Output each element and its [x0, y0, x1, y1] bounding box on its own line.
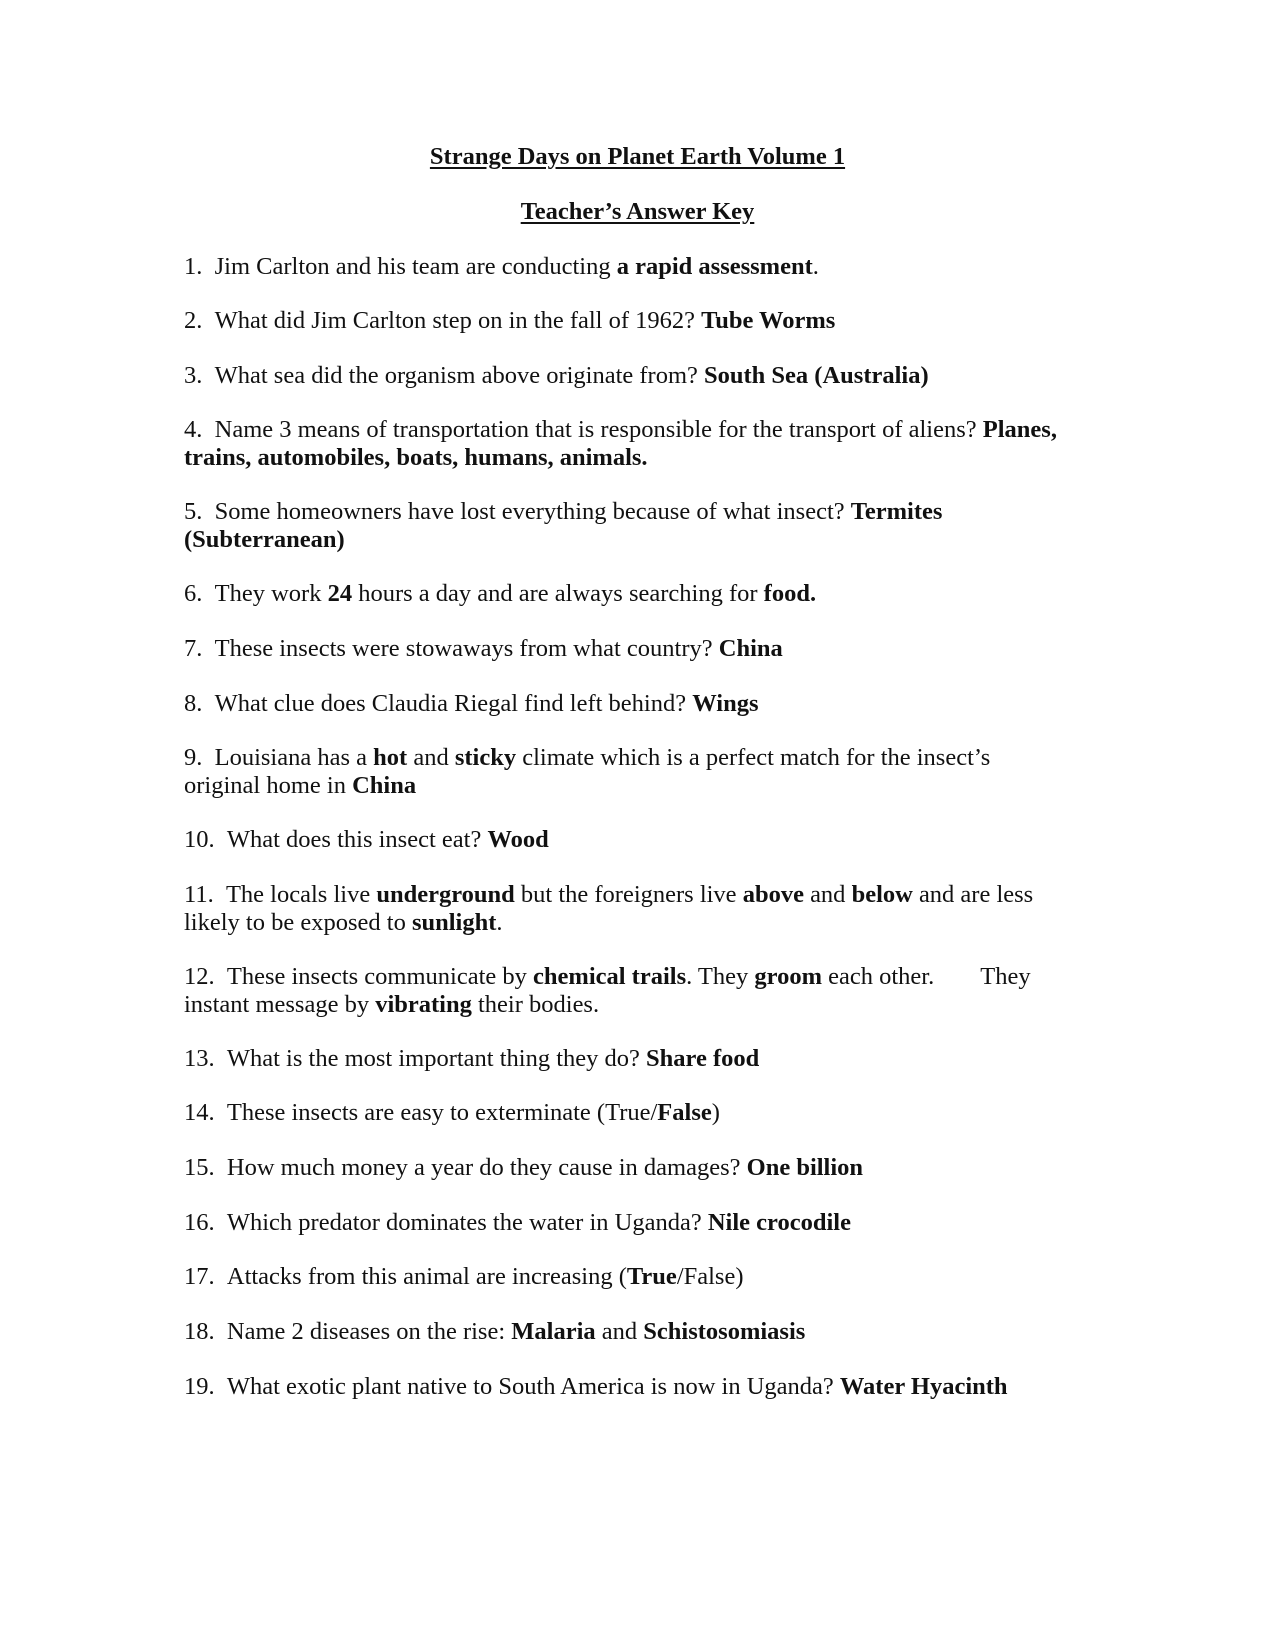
question-text: )	[711, 1099, 720, 1126]
question-text: How much money a year do they cause in damages?	[226, 1154, 747, 1181]
answer-text: Water Hyacinth	[839, 1373, 1008, 1400]
question-text: but the foreigners live	[514, 881, 743, 908]
question-item	[184, 416, 1064, 472]
answer-text: Wings	[692, 690, 759, 717]
question-item	[184, 1209, 1064, 1237]
question-number: 15.	[184, 1154, 215, 1181]
answer-text: below	[851, 881, 913, 908]
answer-text: underground	[376, 881, 515, 908]
question-number: 5.	[184, 498, 203, 525]
question-item	[184, 362, 1064, 390]
question-text: Louisiana has a	[214, 744, 374, 771]
answer-text: Nile crocodile	[707, 1209, 851, 1236]
question-text: and	[803, 881, 852, 908]
answer-text: Planes, trains, automobiles, boats, humans, animals.	[184, 416, 1057, 471]
question-text: What clue does Claudia Riegal find left behind?	[214, 690, 693, 717]
question-item	[184, 635, 1064, 663]
question-text: each other.	[821, 963, 935, 990]
question-item	[184, 1099, 1064, 1127]
answer-text: Tube Worms	[701, 307, 836, 334]
question-text: What sea did the organism above originate from?	[214, 362, 705, 389]
question-item	[184, 744, 1064, 800]
question-number: 17.	[184, 1263, 215, 1290]
answer-text: True	[626, 1263, 677, 1290]
question-text: Name 2 diseases on the rise:	[226, 1318, 512, 1345]
question-number: 8.	[184, 690, 203, 717]
question-number: 3.	[184, 362, 203, 389]
question-text: their bodies.	[471, 991, 600, 1018]
question-text: . They	[686, 963, 755, 990]
question-text: What did Jim Carlton step on in the fall of 1962?	[214, 307, 702, 334]
answer-text: above	[742, 881, 804, 908]
question-text: They instant message by	[184, 963, 1031, 1018]
question-item	[184, 498, 1064, 554]
question-item	[184, 1045, 1064, 1073]
answer-text: China	[718, 635, 783, 662]
question-item	[184, 307, 1064, 335]
answer-text: sticky	[454, 744, 517, 771]
question-text: .	[496, 909, 503, 936]
question-number: 18.	[184, 1318, 215, 1345]
answer-text: sunlight	[411, 909, 497, 936]
question-number: 6.	[184, 580, 203, 607]
question-text: These insects were stowaways from what country?	[214, 635, 719, 662]
question-number: 4.	[184, 416, 203, 443]
question-text: and	[407, 744, 455, 771]
answer-text: hot	[373, 744, 408, 771]
answer-text: China	[352, 772, 417, 799]
question-text: Which predator dominates the water in Uganda?	[226, 1209, 708, 1236]
question-number: 11.	[184, 881, 214, 908]
question-text: Jim Carlton and his team are conducting	[214, 253, 617, 280]
question-text: hours a day and are always searching for	[352, 580, 764, 607]
question-text: What exotic plant native to South America is now in Uganda?	[226, 1373, 840, 1400]
question-number: 9.	[184, 744, 203, 771]
question-text: .	[812, 253, 819, 280]
answer-text: False	[657, 1099, 712, 1126]
answer-text: Malaria	[511, 1318, 596, 1345]
question-number: 13.	[184, 1045, 215, 1072]
question-item	[184, 580, 1064, 608]
question-item	[184, 1263, 1064, 1291]
question-number: 1.	[184, 253, 203, 280]
question-item	[184, 690, 1064, 718]
document-title: Strange Days on Planet Earth Volume 1	[429, 143, 846, 170]
question-item	[184, 1154, 1064, 1182]
question-number: 2.	[184, 307, 203, 334]
question-text: and are less likely to be exposed to	[184, 881, 1034, 936]
question-text: Name 3 means of transportation that is responsible for the transport of aliens?	[214, 416, 983, 443]
question-text: Attacks from this animal are increasing (	[226, 1263, 627, 1290]
answer-text: Share food	[646, 1045, 760, 1072]
question-number: 14.	[184, 1099, 215, 1126]
question-number: 12.	[184, 963, 215, 990]
question-item	[184, 826, 1064, 854]
answer-text: 24	[327, 580, 353, 607]
question-item	[184, 1373, 1064, 1401]
answer-text: chemical trails	[533, 963, 687, 990]
question-text: These insects are easy to exterminate (True/	[226, 1099, 658, 1126]
answer-text: vibrating	[375, 991, 472, 1018]
answer-text: Termites (Subterranean)	[184, 498, 943, 553]
question-number: 10.	[184, 826, 215, 853]
answer-text: Schistosomiasis	[643, 1318, 806, 1345]
question-text: What does this insect eat?	[226, 826, 488, 853]
answer-text: groom	[754, 963, 822, 990]
document-subtitle: Teacher’s Answer Key	[520, 198, 755, 225]
answer-text: Wood	[487, 826, 549, 853]
answer-text: One billion	[746, 1154, 864, 1181]
question-text: These insects communicate by	[226, 963, 534, 990]
question-text: /False)	[676, 1263, 744, 1290]
question-number: 19.	[184, 1373, 215, 1400]
question-text: climate which is a perfect match for the insect’s original home in	[184, 744, 991, 799]
question-number: 7.	[184, 635, 203, 662]
question-text: and	[595, 1318, 644, 1345]
answer-text: a rapid assessment	[616, 253, 813, 280]
question-number: 16.	[184, 1209, 215, 1236]
answer-text: South Sea (Australia)	[704, 362, 929, 389]
question-item	[184, 253, 1064, 281]
question-item	[184, 963, 1064, 1019]
question-item	[184, 881, 1064, 937]
question-item	[184, 1318, 1064, 1346]
question-text: What is the most important thing they do?	[226, 1045, 647, 1072]
answer-text: food.	[763, 580, 817, 607]
question-text: Some homeowners have lost everything because of what insect?	[214, 498, 851, 525]
question-text: They work	[214, 580, 328, 607]
question-text: The locals live	[225, 881, 377, 908]
